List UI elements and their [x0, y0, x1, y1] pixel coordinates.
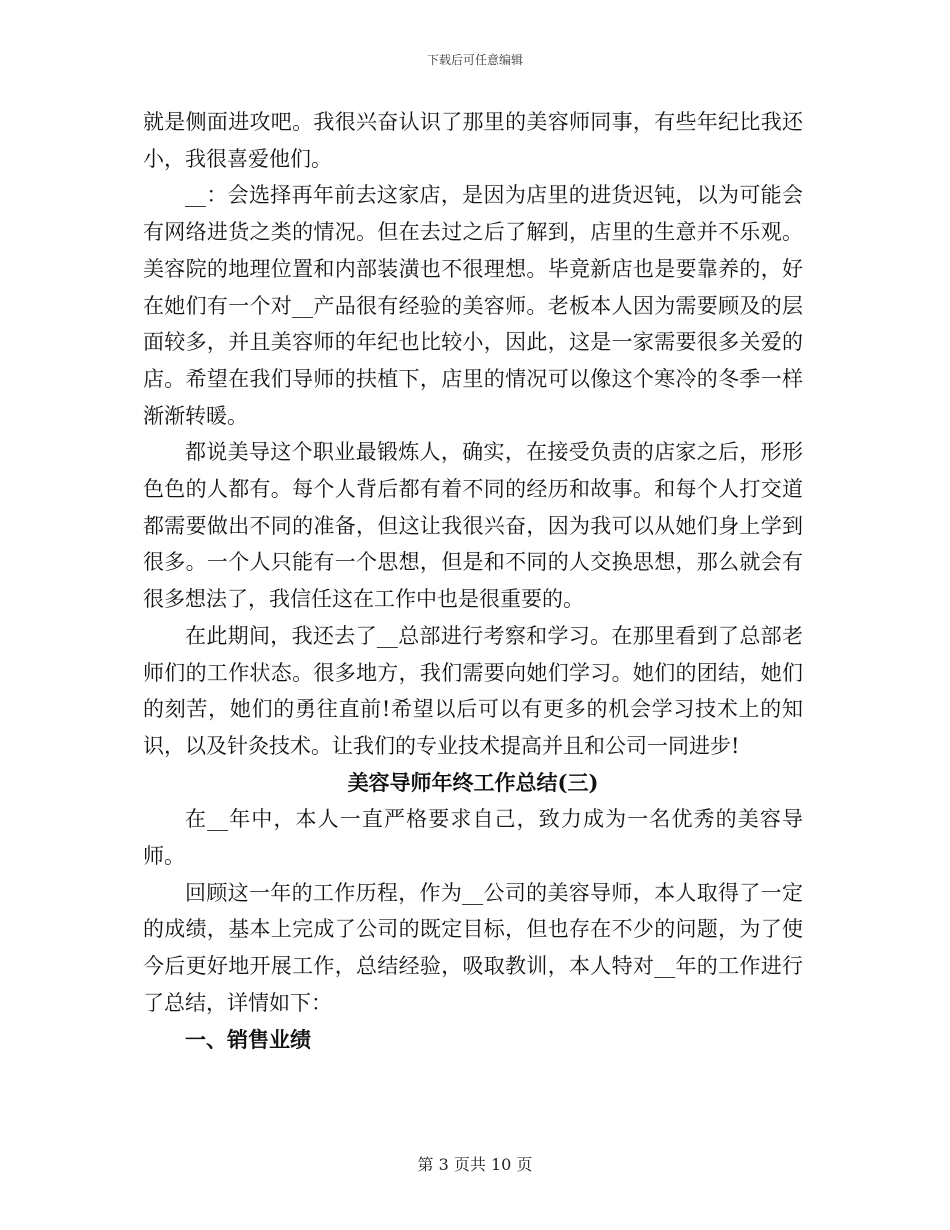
page-header: 下载后可任意编辑	[426, 53, 523, 67]
paragraph-intro: 在__年中，本人一直严格要求自己，致力成为一名优秀的美容导师。	[143, 807, 803, 869]
page-number-footer: 第 3 页共 10 页	[417, 1155, 533, 1174]
paragraph-continuation: 就是侧面进攻吧。我很兴奋认识了那里的美容师同事，有些年纪比我还小，我很喜爱他们。	[143, 110, 803, 171]
paragraph-review: 回顾这一年的工作历程，作为__公司的美容导师，本人取得了一定的成绩，基本上完成了公司的既定目标，但也存在不少的问题，为了使今后更好地开展工作，总结经验，吸取教训，本人特对__年的工作进行了总结，详情如下：	[143, 880, 803, 1015]
section-title: 美容导师年终工作总结(三)	[347, 769, 599, 795]
paragraph-headquarters: 在此期间，我还去了__总部进行考察和学习。在那里看到了总部老师们的工作状态。很多地方，我们需要向她们学习。她们的团结，她们的刻苦，她们的勇往直前!希望以后可以有更多的机会学习技术上的知识，以及针灸技术。让我们的专业技术提高并且和公司一同进步!	[143, 623, 803, 758]
paragraph-store-visit: __：会选择再年前去这家店，是因为店里的进货迟钝，以为可能会有网络进货之类的情况。但在去过之后了解到，店里的生意并不乐观。美容院的地理位置和内部装潢也不很理想。毕竟新店也是要靠养的，好在她们有一个对__产品很有经验的美容师。老板本人因为需要顾及的层面较多，并且美容师的年纪也比较小，因此，这是一家需要很多关爱的店。希望在我们导师的扶植下，店里的情况可以像这个寒冷的冬季一样渐渐转暖。	[143, 183, 803, 428]
paragraph-profession: 都说美导这个职业最锻炼人，确实，在接受负责的店家之后，形形色色的人都有。每个人背后都有着不同的经历和故事。和每个人打交道都需要做出不同的准备，但这让我很兴奋，因为我可以从她们身上学到很多。一个人只能有一个思想，但是和不同的人交换思想，那么就会有很多想法了，我信任这在工作中也是很重要的。	[143, 440, 803, 612]
subheading-sales-performance: 一、销售业绩	[185, 1026, 311, 1052]
document-body	[143, 104, 803, 1058]
